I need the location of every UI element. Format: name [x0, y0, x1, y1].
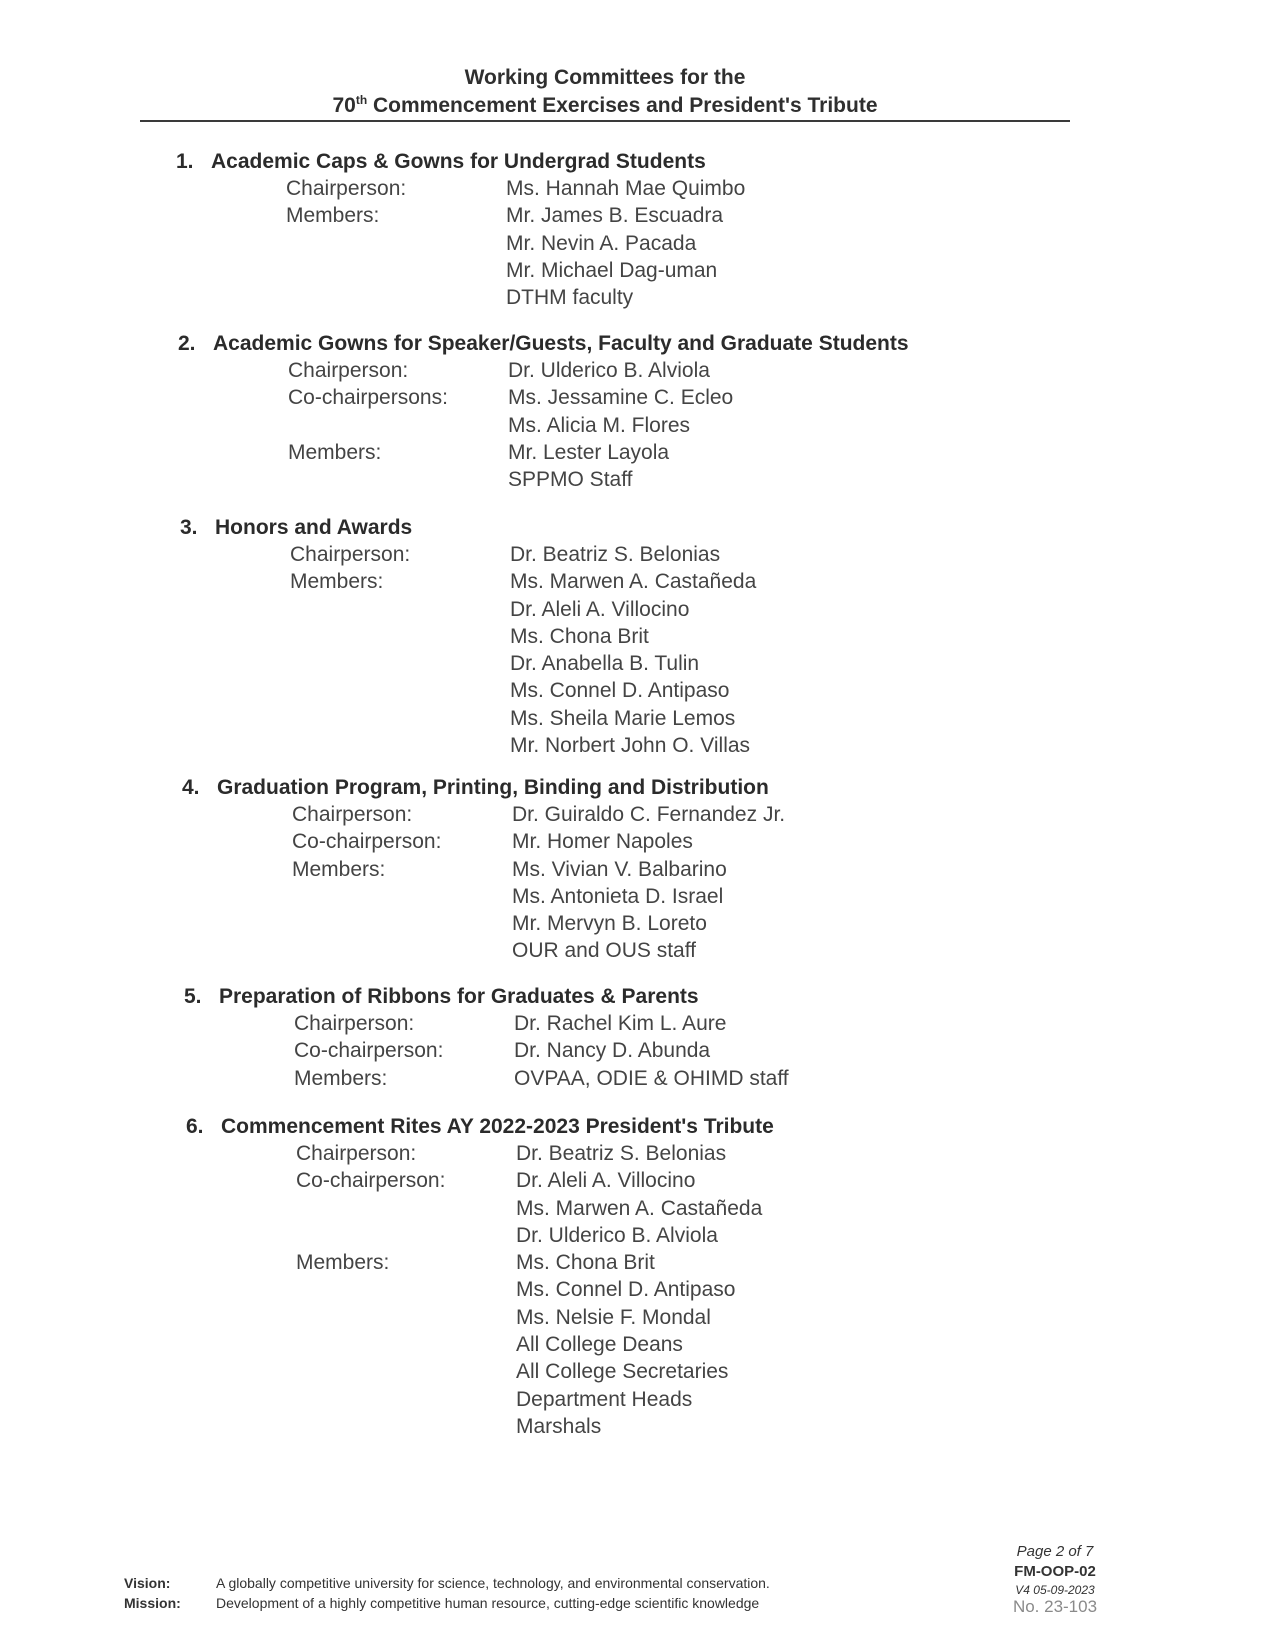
- role-names: [516, 1140, 726, 1167]
- form-code: FM-OOP-02: [1014, 1563, 1096, 1580]
- member-name: Ms. Connel D. Antipaso: [516, 1278, 736, 1302]
- member-name: Ms. Sheila Marie Lemos: [510, 706, 736, 730]
- role-label: Members:: [292, 857, 386, 881]
- member-name: Dr. Guiraldo C. Fernandez Jr.: [512, 803, 786, 826]
- member-name: Mr. Homer Napoles: [512, 830, 693, 854]
- committee-2: [178, 330, 909, 493]
- member-name: Dr. Anabella B. Tulin: [510, 652, 700, 676]
- document-header: [140, 64, 1070, 120]
- committee-number: 5.: [184, 985, 202, 1008]
- header-title-line1: Working Committees for the: [464, 66, 746, 89]
- role-label: Co-chairperson:: [294, 1039, 444, 1063]
- member-name: Dr. Beatriz S. Belonias: [510, 543, 721, 566]
- committee-title: [182, 774, 785, 801]
- committee-role: [178, 357, 909, 384]
- vision-label: Vision:: [124, 1575, 171, 1591]
- member-name: Ms. Chona Brit: [516, 1251, 655, 1275]
- role-names: [508, 384, 733, 439]
- header-ordinal-suffix: th: [355, 93, 368, 107]
- role-label: Chairperson:: [296, 1142, 417, 1165]
- mission-label: Mission:: [124, 1595, 181, 1611]
- role-label: Members:: [296, 1251, 390, 1275]
- role-names: [516, 1167, 762, 1249]
- member-name: Ms. Hannah Mae Quimbo: [506, 177, 746, 200]
- committee-role: [176, 175, 745, 202]
- role-label: Co-chairpersons:: [288, 386, 448, 410]
- member-name: Mr. Michael Dag-uman: [506, 258, 718, 282]
- page-number: Page 2 of 7: [1016, 1543, 1094, 1560]
- role-label: Chairperson:: [286, 177, 407, 200]
- member-name: Dr. Ulderico B. Alviola: [508, 359, 710, 382]
- committee-title: [184, 983, 789, 1010]
- role-label: Chairperson:: [292, 803, 413, 826]
- role-names: [506, 202, 723, 311]
- committee-6: [186, 1113, 774, 1440]
- role-label: Members:: [294, 1066, 388, 1090]
- committee-title: [178, 330, 909, 357]
- member-name: Department Heads: [516, 1387, 693, 1411]
- committee-role: [178, 384, 909, 439]
- member-name: Mr. Mervyn B. Loreto: [512, 912, 707, 936]
- committee-role: [176, 202, 745, 311]
- committee-role: [186, 1249, 774, 1440]
- role-names: [508, 439, 669, 494]
- committee-number: 4.: [182, 776, 200, 799]
- role-label: Chairperson:: [288, 359, 409, 382]
- role-names: [514, 1037, 710, 1064]
- role-label: Chairperson:: [294, 1012, 415, 1035]
- member-name: Dr. Rachel Kim L. Aure: [514, 1012, 727, 1035]
- committee-title-text: Graduation Program, Printing, Binding and Distribution: [217, 776, 769, 799]
- member-name: Mr. James B. Escuadra: [506, 204, 724, 228]
- member-name: OUR and OUS staff: [512, 939, 697, 963]
- member-name: Mr. Nevin A. Pacada: [506, 231, 697, 255]
- committee-title-text: Commencement Rites AY 2022-2023 President's Tribute: [221, 1115, 774, 1138]
- committee-title-text: Preparation of Ribbons for Graduates & Parents: [219, 985, 699, 1008]
- header-title-line2: [140, 92, 1070, 120]
- member-name: DTHM faculty: [506, 286, 634, 310]
- form-version: V4 05-09-2023: [1015, 1583, 1095, 1597]
- committee-role: [184, 1010, 789, 1037]
- member-name: All College Deans: [516, 1333, 683, 1357]
- committee-title-text: Academic Gowns for Speaker/Guests, Faculty and Graduate Students: [213, 332, 909, 355]
- committee-number: 2.: [178, 332, 196, 355]
- member-name: Mr. Norbert John O. Villas: [510, 734, 751, 758]
- role-names: [514, 1010, 726, 1037]
- committee-number: 6.: [186, 1115, 204, 1138]
- member-name: Ms. Chona Brit: [510, 624, 649, 648]
- member-name: Ms. Jessamine C. Ecleo: [508, 386, 734, 410]
- role-names: [506, 175, 745, 202]
- role-names: [510, 568, 756, 759]
- committee-role: [182, 801, 785, 828]
- header-divider: [140, 120, 1070, 122]
- member-name: Dr. Ulderico B. Alviola: [516, 1223, 718, 1247]
- committee-role: [186, 1167, 774, 1249]
- role-names: [512, 801, 785, 828]
- role-label: Co-chairperson:: [296, 1169, 446, 1193]
- committee-role: [184, 1037, 789, 1064]
- document-control-block: [1000, 1542, 1110, 1616]
- committee-role: [186, 1140, 774, 1167]
- member-name: OVPAA, ODIE & OHIMD staff: [514, 1066, 789, 1090]
- role-names: [516, 1249, 735, 1440]
- committee-title-text: Honors and Awards: [215, 516, 413, 539]
- committee-number: 3.: [180, 516, 198, 539]
- role-names: [512, 828, 693, 855]
- committee-4: [182, 774, 785, 965]
- committee-role: [182, 828, 785, 855]
- committee-5: [184, 983, 789, 1092]
- member-name: Dr. Aleli A. Villocino: [516, 1169, 696, 1193]
- committee-number: 1.: [176, 150, 194, 173]
- header-ordinal: 70: [332, 94, 356, 117]
- role-names: [514, 1065, 789, 1092]
- member-name: Dr. Beatriz S. Belonias: [516, 1142, 727, 1165]
- member-name: SPPMO Staff: [508, 468, 633, 492]
- role-names: [510, 541, 720, 568]
- committee-role: [182, 856, 785, 965]
- member-name: Mr. Lester Layola: [508, 440, 670, 464]
- member-name: Ms. Connel D. Antipaso: [510, 679, 730, 703]
- member-name: Dr. Nancy D. Abunda: [514, 1039, 711, 1063]
- role-label: Co-chairperson:: [292, 830, 442, 854]
- committee-role: [180, 541, 756, 568]
- member-name: Marshals: [516, 1414, 602, 1438]
- document-stamp: No. 23-103: [1012, 1597, 1098, 1616]
- member-name: Dr. Aleli A. Villocino: [510, 597, 690, 621]
- role-label: Members:: [290, 570, 384, 594]
- committee-title: [180, 514, 756, 541]
- member-name: Ms. Antonieta D. Israel: [512, 884, 724, 908]
- role-names: [512, 856, 727, 965]
- role-label: Members:: [288, 440, 382, 464]
- committee-role: [180, 568, 756, 759]
- committee-title: [186, 1113, 774, 1140]
- footer-vision-mission: [124, 1573, 770, 1613]
- vision-text: A globally competitive university for science, technology, and environmental conservation.: [216, 1575, 770, 1591]
- member-name: Ms. Vivian V. Balbarino: [512, 857, 727, 881]
- committee-title-text: Academic Caps & Gowns for Undergrad Students: [211, 150, 706, 173]
- role-label: Members:: [286, 204, 380, 228]
- member-name: Ms. Alicia M. Flores: [508, 413, 691, 437]
- role-names: [508, 357, 710, 384]
- mission-text: Development of a highly competitive human resource, cutting-edge scientific knowledge: [216, 1595, 760, 1611]
- committee-role: [184, 1065, 789, 1092]
- member-name: All College Secretaries: [516, 1360, 729, 1384]
- committee-1: [176, 148, 745, 311]
- member-name: Ms. Marwen A. Castañeda: [516, 1196, 763, 1220]
- member-name: Ms. Nelsie F. Mondal: [516, 1305, 711, 1329]
- role-label: Chairperson:: [290, 543, 411, 566]
- committee-title: [176, 148, 745, 175]
- header-title-rest: Commencement Exercises and President's Tribute: [367, 94, 878, 117]
- committee-role: [178, 439, 909, 494]
- committee-3: [180, 514, 756, 759]
- member-name: Ms. Marwen A. Castañeda: [510, 570, 757, 594]
